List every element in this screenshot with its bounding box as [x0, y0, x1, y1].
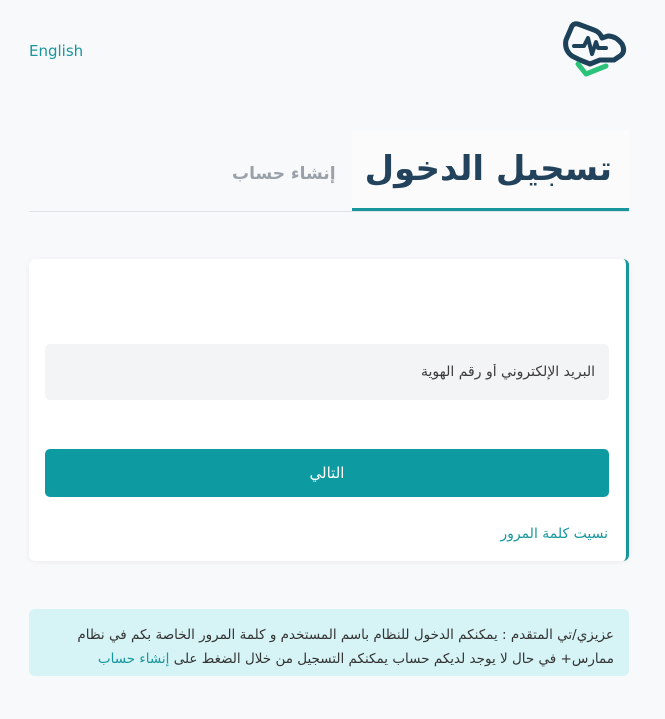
info-notice [29, 609, 629, 676]
info-line-2 [41, 647, 614, 671]
language-switch-link[interactable]: English [29, 42, 84, 60]
auth-tabs [29, 130, 629, 212]
email-or-id-input[interactable] [45, 344, 609, 400]
forgot-password-link[interactable]: نسيت كلمة المرور [500, 526, 608, 542]
tab-login[interactable]: تسجيل الدخول [352, 130, 629, 211]
app-logo [560, 20, 628, 80]
info-line-2-text: ممارس+ في حال لا يوجد لديكم حساب يمكنكم التسجيل من خلال الضغط على [173, 651, 614, 667]
info-register-link[interactable]: إنشاء حساب [97, 651, 170, 667]
tab-register[interactable]: إنشاء حساب [232, 164, 336, 184]
next-button[interactable]: التالي [45, 449, 609, 497]
logo-heartbeat-icon [560, 20, 628, 80]
login-card [29, 259, 629, 561]
info-line-1: عزيزي/تي المتقدم : يمكنكم الدخول للنظام باسم المستخدم و كلمة المرور الخاصة بكم في نظام [77, 627, 614, 643]
